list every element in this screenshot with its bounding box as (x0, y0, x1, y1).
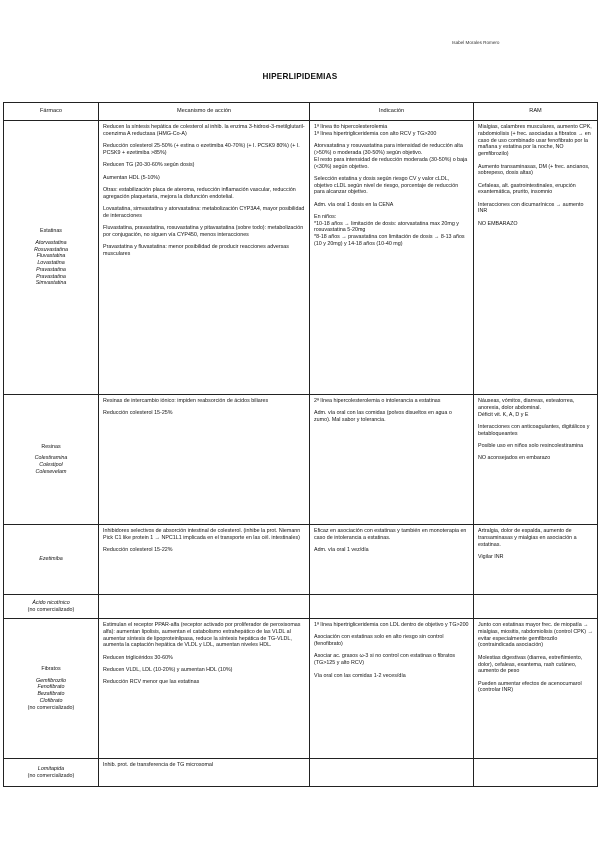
indication-cell (310, 121, 474, 395)
ram-text: Interacciones con anticoagulantes, digitálicos y betabloqueantes (478, 423, 590, 437)
ram-cell (474, 395, 598, 525)
table-row-estatinas (4, 121, 598, 395)
indication-text: Selección estatina y dosis según riesgo CV y valor cLDL, objetivo cLDL según nivel de riesgo, porcentaje de reducción para alcanzar objetivo. (314, 175, 459, 196)
drug-name: Colesevelam (35, 468, 67, 475)
table-row-acido-nicotinico (4, 595, 598, 619)
drug-cell (4, 121, 99, 395)
drug-name: Bezafibrato (37, 691, 65, 698)
mechanism-text: Fluvastatina, pravastatina, rosuvastatina y pitavastatina (sobre todo): metabolización por conjugación, no siguen vía CYP450, menos interacciones (103, 224, 304, 238)
ram-text: Molestias digestivas (diarrea, estreñimiento, dolor), cefaleas, exantema, rash cutáneo, aumento de peso (478, 654, 583, 675)
column-header-farmaco: Fármaco (4, 103, 99, 121)
indication-text: 2ª línea hipercolesterolemia o intolerancia a estatinas (314, 398, 441, 405)
indication-text: Asociación con estatinas solo en alto riesgo sin control (fenofibrato) (314, 634, 444, 648)
table-row-lomitapida (4, 759, 598, 787)
indication-text: 1ª línea hipertrigliceridemia con LDL dentro de objetivo y TG>200 (314, 622, 469, 629)
mechanism-text: Reducen la síntesis hepática de colesterol al inhib. la enzima 3-hidroxi-3-metilglutaril-coenzima A reductasa (HMG-Co-A) (103, 124, 305, 137)
drug-group-name: Ezetimiba (39, 556, 63, 563)
drug-cell (4, 395, 99, 525)
ram-text: Artralgia, dolor de espalda, aumento de transaminasas y mialgias en asociación a estatinas. (478, 528, 577, 548)
ram-text: NO EMBARAZO (478, 220, 518, 227)
drug-name: Fluvastatina (36, 253, 66, 260)
indication-cell (310, 395, 474, 525)
mechanism-cell (99, 121, 310, 395)
ram-text: Mialgias, calambres musculares, aumento CPK, rabdomiolisis (+ frec. asociadas a fibratos → en caso de uso combinado usar fenofibrato por la mañana y estatina por la noche, NO gemfibrozilo) (478, 124, 592, 158)
table-row-fibratos (4, 619, 598, 759)
ram-cell (474, 759, 598, 787)
table-row-ezetimiba (4, 525, 598, 595)
indication-text: Adm. vía oral 1 vez/día (314, 547, 369, 554)
ram-text: Aumento transaminasas, DM (+ frec. ancianos, sobrepeso, dosis altas) (478, 163, 590, 177)
mechanism-text: Estimulan el receptor PPAR-alfa (receptor activado por proliferador de peroxisomas alfa): aumentan lipolisis, aumentan el catabolismo extrahepático de las VLDL al aumentar síntesis de lipoproteinlipasa, reduce la síntesis hepática de TG-VLDL, aumenta la captación hepática de VLDL y LDL, aumentan niveles HDL. (103, 622, 301, 649)
indication-text: Asociar ac. grasos ω-3 si no control con estatinas o fibratos (TG>125 y alto RCV) (314, 653, 456, 667)
mechanism-cell (99, 595, 310, 619)
indication-text: Vía oral con las comidas 1-2 veces/día (314, 672, 406, 679)
drug-table (3, 102, 598, 787)
ram-cell (474, 525, 598, 595)
drug-cell (4, 525, 99, 595)
indication-text: Adm. vía oral 1 dosis en la CENA (314, 201, 394, 208)
indication-cell (310, 595, 474, 619)
mechanism-text: Reducción colesterol 15-22% (103, 547, 173, 554)
mechanism-cell (99, 525, 310, 595)
mechanism-cell (99, 759, 310, 787)
drug-group-name: Lomitapida (37, 765, 65, 772)
ram-text: NO aconsejados en embarazo (478, 455, 551, 462)
indication-text: Adm. vía oral con las comidas (polvos disueltos en agua o zumo). Mal sabor y tolerancia. (314, 410, 452, 424)
mechanism-text: Reducen TG (20-30-60% según dosis) (103, 162, 195, 169)
ram-text: Pueden aumentar efectos de acenocumarol (controlar INR) (478, 680, 582, 694)
indication-cell (310, 759, 474, 787)
mechanism-cell (99, 395, 310, 525)
ram-text: Junto con estatinas mayor frec. de miopatía → mialgias, miositis, rabdomiolisis (control CPK) → evitar especialmente gemfibrozilo (contraindicada asociación) (478, 622, 593, 649)
drug-note: (no comercializado) (27, 606, 75, 613)
drug-name: Atorvastatina (35, 239, 67, 246)
drug-name: Rosuvastatina (34, 246, 68, 253)
mechanism-text: Reducción RCV menor que las estatinas (103, 679, 200, 686)
drug-name: Pravastatina (36, 266, 66, 273)
ram-cell (474, 121, 598, 395)
mechanism-text: Inhib. prot. de transferencia de TG microsomal (103, 762, 214, 769)
indication-cell (310, 525, 474, 595)
ram-text: Náuseas, vómitos, diarreas, esteatorrea, anorexia, dolor abdominal. Déficit vit. K, A, D y E (478, 398, 575, 418)
author-name: Isabel Morales Romero (452, 40, 500, 45)
drug-cell (4, 759, 99, 787)
ram-text: Vigilar INR (478, 553, 504, 560)
ram-text: Posible uso en niños solo resincolestiramina (478, 443, 584, 449)
drug-name: Pravastatina (36, 273, 66, 280)
drug-name: Simvastatina (35, 280, 67, 287)
drug-note: (no comercializado) (27, 772, 75, 779)
ram-cell (474, 595, 598, 619)
mechanism-text: Reducción colesterol 15-25% (103, 410, 173, 417)
drug-cell (4, 619, 99, 759)
ram-text: Cefaleas, alt. gastrointestinales, erupción exantemática, prurito, insomnio (478, 182, 576, 196)
drug-group-name: Fibratos (41, 665, 61, 672)
drug-cell (4, 595, 99, 619)
indication-cell (310, 619, 474, 759)
drug-group-name: Resinas (41, 443, 61, 450)
drug-group-name: Estatinas (40, 227, 62, 234)
column-header-ram: RAM (474, 103, 598, 121)
mechanism-text: Reducen triglicéridos 30-60% (103, 654, 173, 661)
drug-name: Clofibrato (39, 697, 63, 704)
page-title: HIPERLIPIDEMIAS (262, 72, 338, 81)
drug-name: Colestipol (39, 462, 63, 469)
column-header-mecanismo: Mecanismo de acción (99, 103, 310, 121)
drug-note: (no comercializado) (27, 704, 75, 711)
ram-text: Interacciones con dicumarínicos → aumento INR (478, 201, 584, 215)
mechanism-cell (99, 619, 310, 759)
drug-name: Fenofibrato (37, 684, 65, 691)
indication-text: Atorvastatina y rosuvastatina para intensidad de reducción alta (>50%) o moderada (30-50%) según objetivo. El resto para intensidad de reducción moderada (30-50%) o baja (<30%) según objetivo. (314, 143, 468, 170)
indication-text: Eficaz en asociación con estatinas y también en monoterapia en caso de intolerancia a estatinas. (314, 528, 467, 541)
mechanism-text: Inhibidores selectivos de absorción intestinal de colesterol. (inhibe la prot. Niemann Pick C1 like protein 1 → NPC1L1 implicada en el transporte en las cél. intestinales) (103, 528, 301, 541)
mechanism-text: Otras: estabilización placa de ateroma, reducción inflamación vascular, reducción agregación plaquetaria, mejora la disfunción endotelial. (103, 186, 296, 200)
drug-name: Lovastatina (37, 260, 65, 267)
ram-cell (474, 619, 598, 759)
drug-name: Gemfibrozilo (36, 677, 66, 684)
table-header-row (4, 103, 598, 121)
drug-group-name: Ácido nicotínico (32, 599, 70, 606)
mechanism-text: Reducción colesterol 25-50% (+ estina o ezetimiba 40-70%) (+ I. PCSK9 80%) (+ I. PCSK9 + ezetimiba >85%) (103, 143, 300, 156)
mechanism-text: Pravastatina y fluvastatina: menor posibilidad de producir reacciones adversas musculares (103, 243, 289, 257)
table-row-resinas (4, 395, 598, 525)
mechanism-text: Aumentan HDL (5-10%) (103, 174, 160, 181)
drug-name: Colestiramina (34, 455, 68, 462)
mechanism-text: Reducen VLDL, LDL (10-20%) y aumentan HDL (10%) (103, 667, 233, 673)
indication-text: 1ª línea tto hipercolesterolemia 1ª línea hipertrigliceridemia con alto RCV y TG>200 (314, 124, 437, 137)
column-header-indicacion: Indicación (310, 103, 474, 121)
mechanism-text: Resinas de intercambio iónico: impiden reabsorción de ácidos biliares (103, 398, 269, 405)
mechanism-text: Lovastatina, simvastatina y atorvastatina: metabolización CYP3A4, mayor posibilidad de interacciones (103, 205, 305, 219)
indication-text: En niños: *10-18 años → limitación de dosis: atorvastatina max 20mg y rosuvastatina 5-20mg *8-18 años → pravastatina con limitación de dosis → 8-13 años (10 y 20mg) y 14-18 años (10-40 mg) (314, 213, 465, 248)
